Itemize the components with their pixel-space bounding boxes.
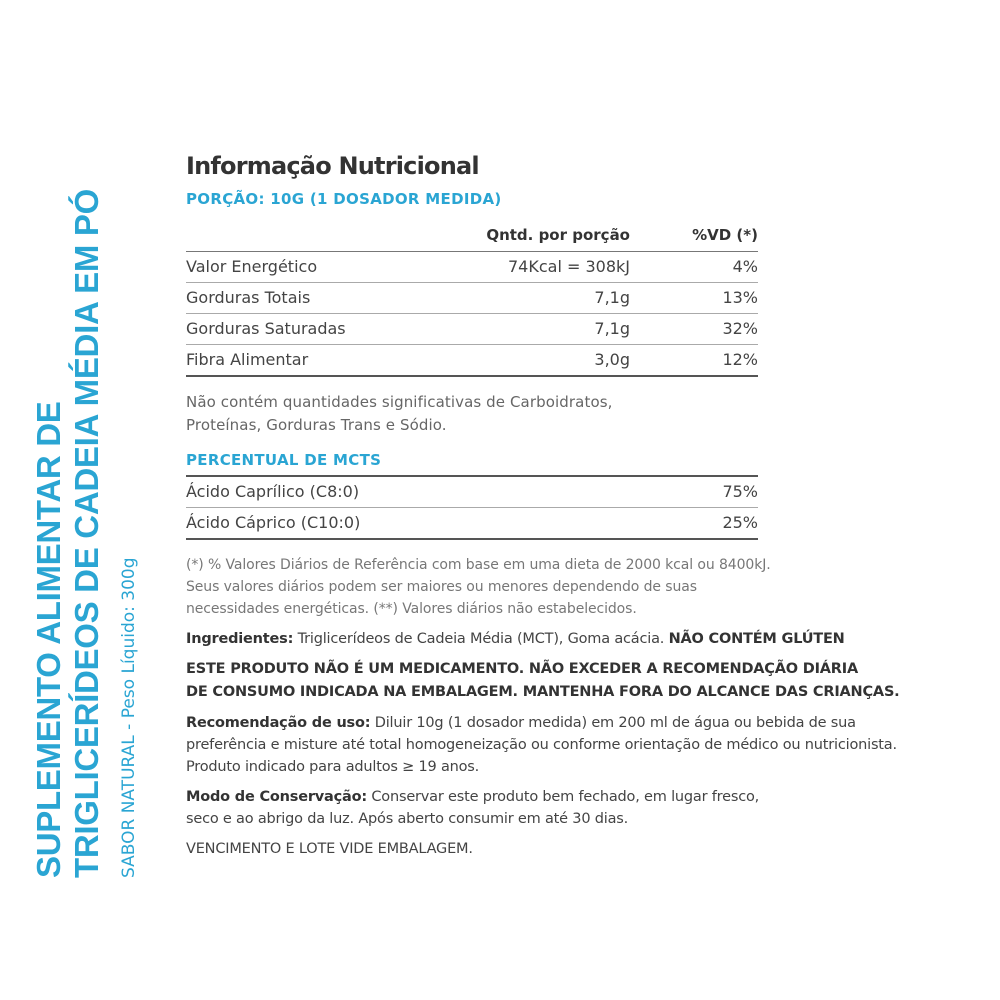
header-nutrient (186, 220, 450, 252)
nutrient-vd: 32% (722, 319, 758, 338)
acid-pct: 25% (722, 513, 758, 532)
usage-label: Recomendação de uso: (186, 715, 371, 731)
acid-pct: 75% (722, 482, 758, 501)
nutrient-vd: 13% (722, 288, 758, 307)
ingredients-text: Triglicerídeos de Cadeia Média (MCT), Goma acácia. (293, 631, 669, 647)
flavor-weight: SABOR NATURAL - Peso Líquido: 300g (119, 557, 139, 878)
table-header (186, 220, 758, 252)
ref-line: (*) % Valores Diários de Referência com base em uma dieta de 2000 kcal ou 8400kJ. (186, 557, 771, 573)
table-row (186, 476, 758, 508)
nutrient-name: Valor Energético (186, 257, 318, 276)
product-name-line1: SUPLEMENTO ALIMENTAR DE (30, 401, 67, 878)
acid-name: Ácido Cáprico (C10:0) (186, 513, 361, 532)
header-vd: %VD (*) (692, 226, 758, 244)
nutrient-qty: 7,1g (594, 319, 630, 338)
gluten-statement: NÃO CONTÉM GLÚTEN (668, 631, 845, 647)
nutrient-vd: 12% (722, 350, 758, 369)
mcts-title: PERCENTUAL DE MCTS (186, 451, 382, 469)
nutrition-table (186, 220, 758, 377)
table-row (186, 314, 758, 345)
warning-line: ESTE PRODUTO NÃO É UM MEDICAMENTO. NÃO EXCEDER A RECOMENDAÇÃO DIÁRIA (186, 661, 858, 677)
nutrient-qty: 74Kcal = 308kJ (508, 257, 630, 276)
product-name-line2: TRIGLICERÍDEOS DE CADEIA MÉDIA EM PÓ (68, 189, 105, 878)
warning-line: DE CONSUMO INDICADA NA EMBALAGEM. MANTENHA FORA DO ALCANCE DAS CRIANÇAS. (186, 684, 900, 700)
table-row (186, 508, 758, 540)
nutrient-vd: 4% (732, 257, 758, 276)
nutrient-qty: 3,0g (594, 350, 630, 369)
ingredients (186, 628, 976, 650)
label-content (186, 150, 976, 860)
note-line: Proteínas, Gorduras Trans e Sódio. (186, 416, 447, 434)
nutrition-title: Informação Nutricional (186, 152, 479, 180)
storage-instructions (186, 786, 976, 830)
nutrient-name: Gorduras Totais (186, 288, 311, 307)
ref-line: Seus valores diários podem ser maiores ou menores dependendo de suas (186, 579, 697, 595)
usage-text: Produto indicado para adultos ≥ 19 anos. (186, 759, 480, 775)
portion-info: PORÇÃO: 10G (1 DOSADOR MEDIDA) (186, 190, 502, 208)
storage-text: seco e ao abrigo da luz. Após aberto consumir em até 30 dias. (186, 811, 629, 827)
nutrient-name: Fibra Alimentar (186, 350, 309, 369)
mcts-table (186, 475, 758, 540)
header-qty: Qntd. por porção (486, 226, 630, 244)
nutrient-name: Gorduras Saturadas (186, 319, 346, 338)
rotated-title-block (30, 158, 142, 878)
note-line: Não contém quantidades significativas de Carboidratos, (186, 393, 613, 411)
side-product-title (30, 0, 160, 1000)
ref-line: necessidades energéticas. (**) Valores diários não estabelecidos. (186, 601, 637, 617)
usage-text: Diluir 10g (1 dosador medida) em 200 ml de água ou bebida de sua (370, 715, 856, 731)
usage-recommendation (186, 712, 976, 778)
usage-text: preferência e misture até total homogeneização ou conforme orientação de médico ou nutricionista. (186, 737, 897, 753)
ingredients-label: Ingredientes: (186, 631, 294, 647)
daily-values-reference (186, 554, 976, 620)
table-row (186, 252, 758, 283)
expiry-notice: VENCIMENTO E LOTE VIDE EMBALAGEM. (186, 841, 473, 857)
acid-name: Ácido Caprílico (C8:0) (186, 482, 360, 501)
warning (186, 658, 976, 704)
table-row (186, 283, 758, 314)
storage-label: Modo de Conservação: (186, 789, 367, 805)
nutrient-qty: 7,1g (594, 288, 630, 307)
table-row (186, 345, 758, 377)
storage-text: Conservar este produto bem fechado, em lugar fresco, (366, 789, 760, 805)
significance-note (186, 391, 758, 437)
